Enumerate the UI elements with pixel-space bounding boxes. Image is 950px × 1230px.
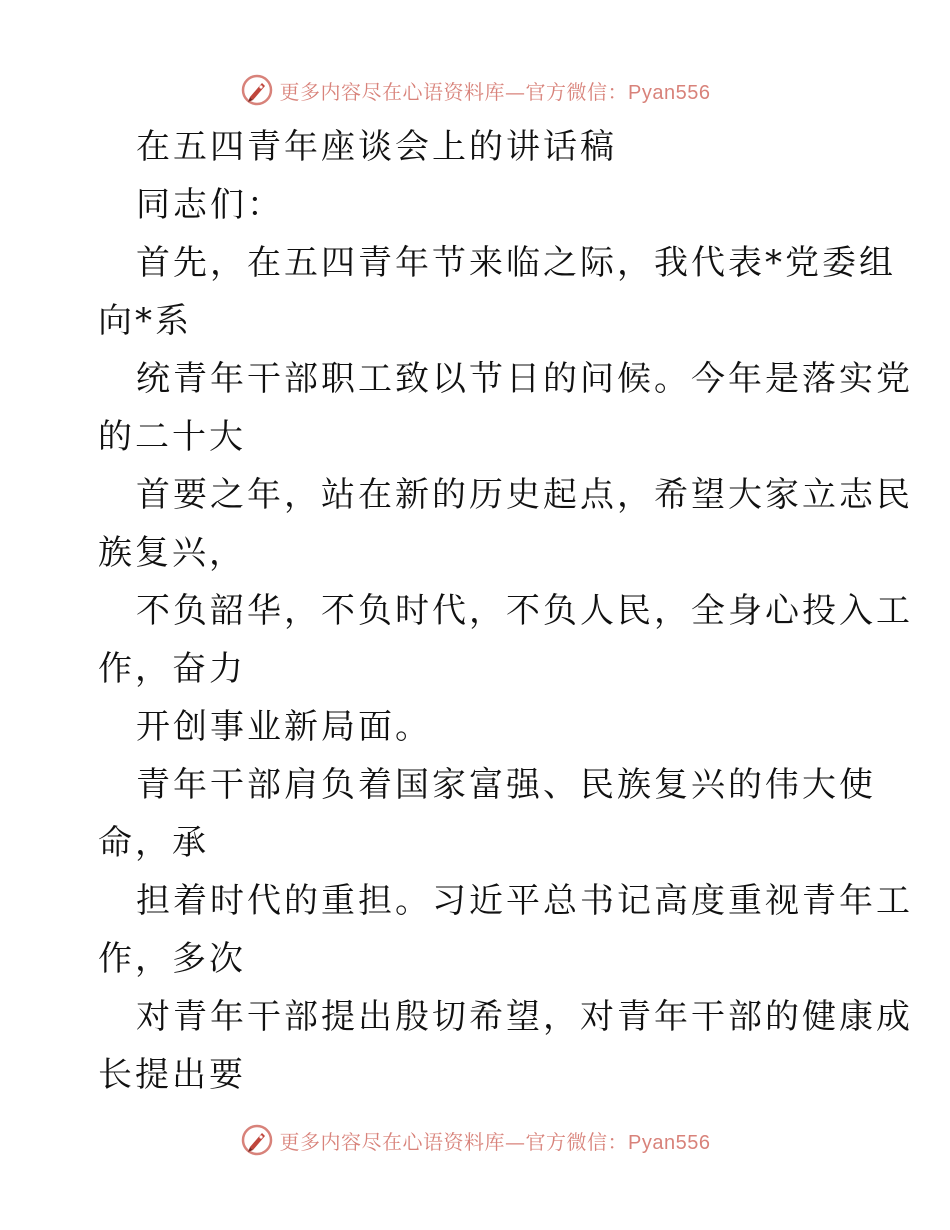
document-body (98, 118, 913, 1104)
text-line: 向*系 (98, 301, 192, 341)
footer-wechat-id: Pyan556 (628, 1131, 711, 1154)
header-watermark-text: 更多内容尽在心语资料库—官方微信：Pyan556 (279, 79, 711, 104)
text-line: 命，承 (98, 823, 209, 863)
text-line: 长提出要 (98, 1055, 246, 1095)
pen-nib-icon (240, 1123, 274, 1157)
text-line: 青年干部肩负着国家富强、民族复兴的伟大使 (136, 765, 876, 805)
header-wechat-id: Pyan556 (628, 81, 711, 104)
text-line: 族复兴， (98, 533, 246, 573)
document-title: 在五四青年座谈会上的讲话稿 (136, 127, 617, 167)
footer-watermark-banner (0, 1120, 950, 1160)
text-line: 首先，在五四青年节来临之际，我代表*党委组 (136, 243, 896, 283)
text-line: 作，奋力 (98, 649, 246, 689)
text-line: 的二十大 (98, 417, 246, 457)
text-line: 对青年干部提出殷切希望，对青年干部的健康成 (136, 997, 913, 1037)
header-watermark-banner (0, 70, 950, 110)
text-line: 不负韶华，不负时代，不负人民，全身心投入工 (136, 591, 913, 631)
text-line: 开创事业新局面。 (136, 707, 432, 747)
text-line: 担着时代的重担。习近平总书记高度重视青年工 (136, 881, 913, 921)
text-line: 首要之年，站在新的历史起点，希望大家立志民 (136, 475, 913, 515)
text-line: 作，多次 (98, 939, 246, 979)
footer-watermark-text: 更多内容尽在心语资料库—官方微信：Pyan556 (279, 1129, 711, 1154)
pen-nib-icon (240, 73, 274, 107)
text-line: 统青年干部职工致以节日的问候。今年是落实党 (136, 359, 913, 399)
text-line: 同志们： (136, 185, 284, 225)
